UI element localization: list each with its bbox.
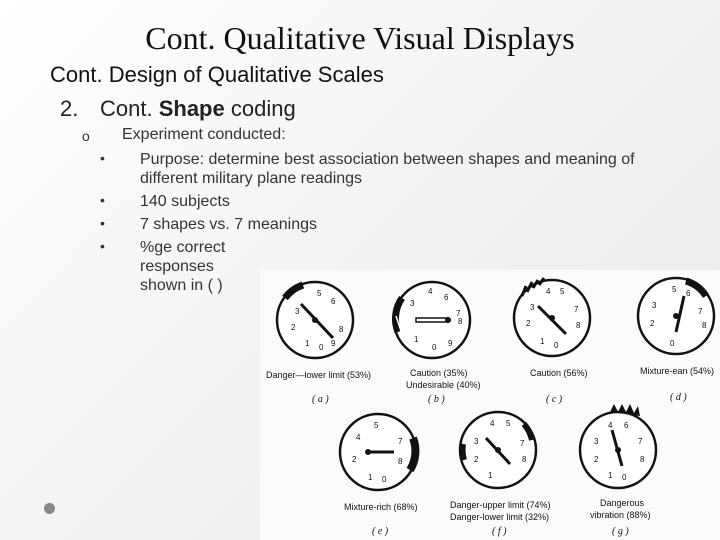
svg-text:8: 8 xyxy=(522,455,527,464)
svg-text:9: 9 xyxy=(448,339,453,348)
dial-g-label: Dangerous xyxy=(600,498,645,508)
dial-c-label: Caution (56%) xyxy=(530,368,588,378)
svg-text:0: 0 xyxy=(319,343,324,352)
svg-text:3: 3 xyxy=(295,307,300,316)
svg-text:1: 1 xyxy=(414,335,419,344)
dial-g xyxy=(580,404,656,488)
dial-c-letter: ( c ) xyxy=(546,394,563,405)
dial-d-label: Mixture-ean (54%) xyxy=(640,366,715,376)
dial-a-letter: ( a ) xyxy=(312,394,329,405)
svg-text:9: 9 xyxy=(331,339,336,348)
svg-text:7: 7 xyxy=(456,309,461,318)
svg-text:6: 6 xyxy=(331,297,336,306)
heading-prefix: Cont. xyxy=(100,96,159,121)
heading-number: 2. xyxy=(60,96,79,121)
svg-text:6: 6 xyxy=(686,289,691,298)
heading-bold: Shape xyxy=(158,96,225,121)
dial-d-letter: ( d ) xyxy=(670,392,687,403)
svg-text:4: 4 xyxy=(546,287,551,296)
svg-text:6: 6 xyxy=(624,421,629,430)
svg-text:3: 3 xyxy=(474,437,479,446)
bullet-icon: • xyxy=(100,192,105,208)
dial-e xyxy=(340,414,416,490)
svg-text:5: 5 xyxy=(672,285,677,294)
svg-text:8: 8 xyxy=(398,457,403,466)
svg-text:8: 8 xyxy=(576,321,581,330)
svg-text:7: 7 xyxy=(574,305,579,314)
shape-coding-figure xyxy=(260,270,720,540)
svg-text:8: 8 xyxy=(702,321,707,330)
dials-drawing xyxy=(260,270,720,540)
svg-text:2: 2 xyxy=(474,455,479,464)
svg-text:2: 2 xyxy=(594,455,599,464)
svg-text:3: 3 xyxy=(410,299,415,308)
svg-text:3: 3 xyxy=(530,303,535,312)
dial-a xyxy=(277,282,353,358)
dial-f-label-2: Danger-lower limit (32%) xyxy=(450,512,550,522)
svg-text:2: 2 xyxy=(291,323,296,332)
dial-f-label: Danger-upper limit (74%) xyxy=(450,500,551,510)
svg-text:2: 2 xyxy=(352,455,357,464)
svg-text:1: 1 xyxy=(540,337,545,346)
svg-text:3: 3 xyxy=(594,437,599,446)
dial-c xyxy=(514,278,590,356)
bullet-text-responses: responses xyxy=(140,258,214,275)
svg-text:0: 0 xyxy=(382,475,387,484)
svg-text:1: 1 xyxy=(368,473,373,482)
svg-text:0: 0 xyxy=(670,339,675,348)
dial-b-label-2: Undesirable (40%) xyxy=(406,380,481,390)
dial-f-letter: ( f ) xyxy=(492,526,507,537)
dial-g-label-2: vibration (88%) xyxy=(590,510,651,520)
dial-e-label: Mixture-rich (68%) xyxy=(344,502,418,512)
svg-text:8: 8 xyxy=(458,317,463,326)
dial-a-label: Danger—lower limit (53%) xyxy=(266,370,372,380)
svg-text:2: 2 xyxy=(526,319,531,328)
bullet-text-correct: %ge correct xyxy=(140,239,226,256)
svg-text:1: 1 xyxy=(305,339,310,348)
bullet-icon: • xyxy=(100,238,105,254)
svg-text:0: 0 xyxy=(432,343,437,352)
svg-text:0: 0 xyxy=(554,341,559,350)
svg-text:3: 3 xyxy=(652,301,657,310)
svg-text:7: 7 xyxy=(698,307,703,316)
svg-text:7: 7 xyxy=(520,439,525,448)
dial-g-letter: ( g ) xyxy=(612,526,629,537)
svg-text:5: 5 xyxy=(506,419,511,428)
dial-d xyxy=(638,278,714,354)
bullet-text-purpose-cont: different military plane readings xyxy=(140,170,363,187)
svg-text:7: 7 xyxy=(638,437,643,446)
svg-text:4: 4 xyxy=(428,287,433,296)
numbered-heading xyxy=(60,96,296,122)
svg-text:2: 2 xyxy=(650,319,655,328)
bullet-text-shown: shown in ( ) xyxy=(140,277,223,294)
slide-title: Cont. Qualitative Visual Displays xyxy=(145,20,575,56)
slide-subtitle: Cont. Design of Qualitative Scales xyxy=(50,62,384,87)
dial-b-letter: ( b ) xyxy=(428,394,445,405)
svg-text:7: 7 xyxy=(398,437,403,446)
svg-text:4: 4 xyxy=(356,433,361,442)
bullet-icon: • xyxy=(100,215,105,231)
dial-f xyxy=(460,412,536,488)
svg-text:8: 8 xyxy=(339,325,344,334)
svg-text:8: 8 xyxy=(640,455,645,464)
bullet-text-purpose: Purpose: determine best association between shapes and meaning of xyxy=(140,151,635,168)
svg-text:5: 5 xyxy=(317,289,322,298)
svg-text:5: 5 xyxy=(560,287,565,296)
dial-b xyxy=(394,282,470,358)
circle-bullet-icon: o xyxy=(82,128,90,144)
svg-text:1: 1 xyxy=(608,471,613,480)
svg-text:1: 1 xyxy=(488,471,493,480)
bullet-text-subjects: 140 subjects xyxy=(140,193,230,210)
svg-text:0: 0 xyxy=(622,473,627,482)
svg-text:6: 6 xyxy=(444,293,449,302)
dial-b-label: Caution (35%) xyxy=(410,368,468,378)
slide-footer-dot-icon xyxy=(44,503,55,514)
bullet-icon: • xyxy=(100,150,105,166)
bullet-text-shapes: 7 shapes vs. 7 meanings xyxy=(140,216,317,233)
svg-text:4: 4 xyxy=(490,419,495,428)
svg-text:5: 5 xyxy=(374,421,379,430)
dial-e-letter: ( e ) xyxy=(372,526,389,537)
heading-suffix: coding xyxy=(224,96,296,121)
experiment-line: Experiment conducted: xyxy=(122,126,286,143)
svg-text:4: 4 xyxy=(608,421,613,430)
